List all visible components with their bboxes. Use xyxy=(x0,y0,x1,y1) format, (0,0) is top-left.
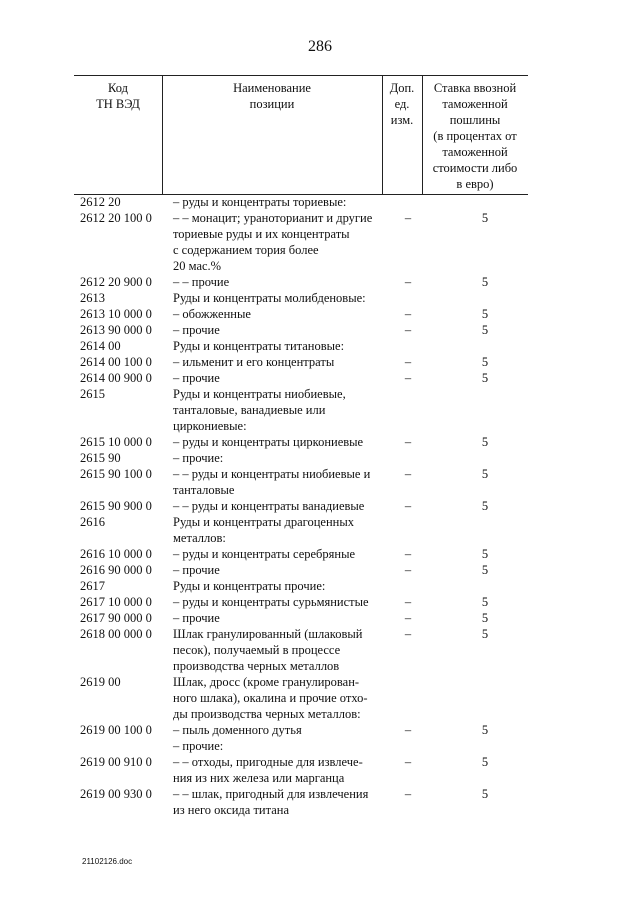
row-name: Руды и концентраты молибденовые: xyxy=(173,291,366,305)
row-unit: – xyxy=(404,275,412,289)
table-row xyxy=(0,274,640,290)
row-name: – ильменит и его концентраты xyxy=(173,355,335,369)
row-code: 2616 xyxy=(80,515,105,529)
row-rate: 5 xyxy=(481,275,489,289)
row-code: 2619 00 100 0 xyxy=(80,723,152,737)
row-rate: 5 xyxy=(481,595,489,609)
table-row xyxy=(0,498,640,514)
row-name: Шлак, дросс (кроме гранулирован- ного шлака), окалина и прочие отхо- ды производства черных металлов: xyxy=(173,675,368,721)
table-row xyxy=(0,290,640,306)
row-code: 2613 10 000 0 xyxy=(80,307,152,321)
row-rate: 5 xyxy=(481,435,489,449)
row-code: 2613 90 000 0 xyxy=(80,323,152,337)
header-rate: Ставка ввозной таможенной пошлины (в процентах от таможенной стоимости либо в евро) xyxy=(432,81,518,191)
row-code: 2617 10 000 0 xyxy=(80,595,152,609)
row-code: 2615 90 900 0 xyxy=(80,499,152,513)
table-row xyxy=(0,466,640,498)
row-rate: 5 xyxy=(481,211,489,225)
row-unit: – xyxy=(404,355,412,369)
row-unit: – xyxy=(404,323,412,337)
row-rate: 5 xyxy=(481,355,489,369)
tariff-table-body xyxy=(0,194,640,818)
row-unit: – xyxy=(404,723,412,737)
row-code: 2618 00 000 0 xyxy=(80,627,152,641)
row-name: – руды и концентраты сурьмянистые xyxy=(173,595,369,609)
row-unit: – xyxy=(404,435,412,449)
page-number: 286 xyxy=(308,38,332,55)
row-name: Руды и концентраты прочие: xyxy=(173,579,326,593)
row-name: – прочие: xyxy=(173,451,224,465)
row-code: 2612 20 100 0 xyxy=(80,211,152,225)
row-unit: – xyxy=(404,611,412,625)
row-name: – прочие: xyxy=(173,739,224,753)
row-name: – прочие xyxy=(173,563,220,577)
row-code: 2614 00 900 0 xyxy=(80,371,152,385)
row-rate: 5 xyxy=(481,467,489,481)
row-rate: 5 xyxy=(481,499,489,513)
row-name: – – отходы, пригодные для извлече- ния из них железа или марганца xyxy=(173,755,363,785)
table-header xyxy=(74,75,528,195)
table-row xyxy=(0,738,640,754)
row-code: 2619 00 930 0 xyxy=(80,787,152,801)
table-row xyxy=(0,194,640,210)
row-name: – прочие xyxy=(173,371,220,385)
table-row xyxy=(0,338,640,354)
row-name: – обожженные xyxy=(173,307,251,321)
row-unit: – xyxy=(404,595,412,609)
table-row xyxy=(0,370,640,386)
row-rate: 5 xyxy=(481,627,489,641)
table-row xyxy=(0,578,640,594)
row-code: 2614 00 xyxy=(80,339,121,353)
row-rate: 5 xyxy=(481,787,489,801)
row-unit: – xyxy=(404,755,412,769)
row-name: – – руды и концентраты ниобиевые и танталовые xyxy=(173,467,371,497)
row-name: Руды и концентраты драгоценных металлов: xyxy=(173,515,354,545)
table-row xyxy=(0,306,640,322)
row-unit: – xyxy=(404,307,412,321)
row-code: 2615 90 xyxy=(80,451,121,465)
row-unit: – xyxy=(404,211,412,225)
row-code: 2617 90 000 0 xyxy=(80,611,152,625)
row-code: 2612 20 900 0 xyxy=(80,275,152,289)
document-filename: 21102126.doc xyxy=(82,857,133,866)
table-row xyxy=(0,434,640,450)
table-row xyxy=(0,626,640,674)
row-code: 2615 90 100 0 xyxy=(80,467,152,481)
row-unit: – xyxy=(404,547,412,561)
row-rate: 5 xyxy=(481,611,489,625)
table-row xyxy=(0,562,640,578)
row-unit: – xyxy=(404,627,412,641)
row-name: – руды и концентраты ториевые: xyxy=(173,195,347,209)
table-row xyxy=(0,386,640,434)
row-rate: 5 xyxy=(481,307,489,321)
row-rate: 5 xyxy=(481,755,489,769)
row-name: Руды и концентраты титановые: xyxy=(173,339,345,353)
table-row xyxy=(0,786,640,818)
table-row xyxy=(0,322,640,338)
row-code: 2615 10 000 0 xyxy=(80,435,152,449)
row-name: – пыль доменного дутья xyxy=(173,723,302,737)
row-name: Шлак гранулированный (шлаковый песок), получаемый в процессе производства черных металлов xyxy=(173,627,363,673)
table-row xyxy=(0,754,640,786)
row-unit: – xyxy=(404,371,412,385)
row-rate: 5 xyxy=(481,371,489,385)
header-code: Код ТН ВЭД xyxy=(96,81,140,111)
table-row xyxy=(0,546,640,562)
row-code: 2613 xyxy=(80,291,105,305)
row-name: – – прочие xyxy=(173,275,230,289)
row-code: 2616 10 000 0 xyxy=(80,547,152,561)
row-code: 2614 00 100 0 xyxy=(80,355,152,369)
table-row xyxy=(0,514,640,546)
row-name: – руды и концентраты циркониевые xyxy=(173,435,364,449)
row-code: 2619 00 910 0 xyxy=(80,755,152,769)
table-row xyxy=(0,450,640,466)
table-row xyxy=(0,610,640,626)
row-rate: 5 xyxy=(481,323,489,337)
row-name: – – руды и концентраты ванадиевые xyxy=(173,499,365,513)
row-code: 2615 xyxy=(80,387,105,401)
row-name: – руды и концентраты серебряные xyxy=(173,547,356,561)
row-code: 2617 xyxy=(80,579,105,593)
row-name: – прочие xyxy=(173,323,220,337)
row-unit: – xyxy=(404,787,412,801)
row-name: Руды и концентраты ниобиевые, танталовые, ванадиевые или циркониевые: xyxy=(173,387,346,433)
header-name: Наименование позиции xyxy=(233,81,311,111)
row-rate: 5 xyxy=(481,723,489,737)
header-unit: Доп. ед. изм. xyxy=(389,81,415,127)
row-name: – – шлак, пригодный для извлечения из него оксида титана xyxy=(173,787,369,817)
row-unit: – xyxy=(404,467,412,481)
table-row xyxy=(0,210,640,274)
row-code: 2616 90 000 0 xyxy=(80,563,152,577)
row-rate: 5 xyxy=(481,563,489,577)
table-row xyxy=(0,722,640,738)
row-code: 2612 20 xyxy=(80,195,121,209)
row-rate: 5 xyxy=(481,547,489,561)
table-row xyxy=(0,674,640,722)
table-row xyxy=(0,354,640,370)
row-unit: – xyxy=(404,499,412,513)
row-unit: – xyxy=(404,563,412,577)
table-row xyxy=(0,594,640,610)
row-code: 2619 00 xyxy=(80,675,121,689)
row-name: – – монацит; ураноторианит и другие ториевые руды и их концентраты с содержанием тория более 20 мас.% xyxy=(173,211,373,273)
row-name: – прочие xyxy=(173,611,220,625)
